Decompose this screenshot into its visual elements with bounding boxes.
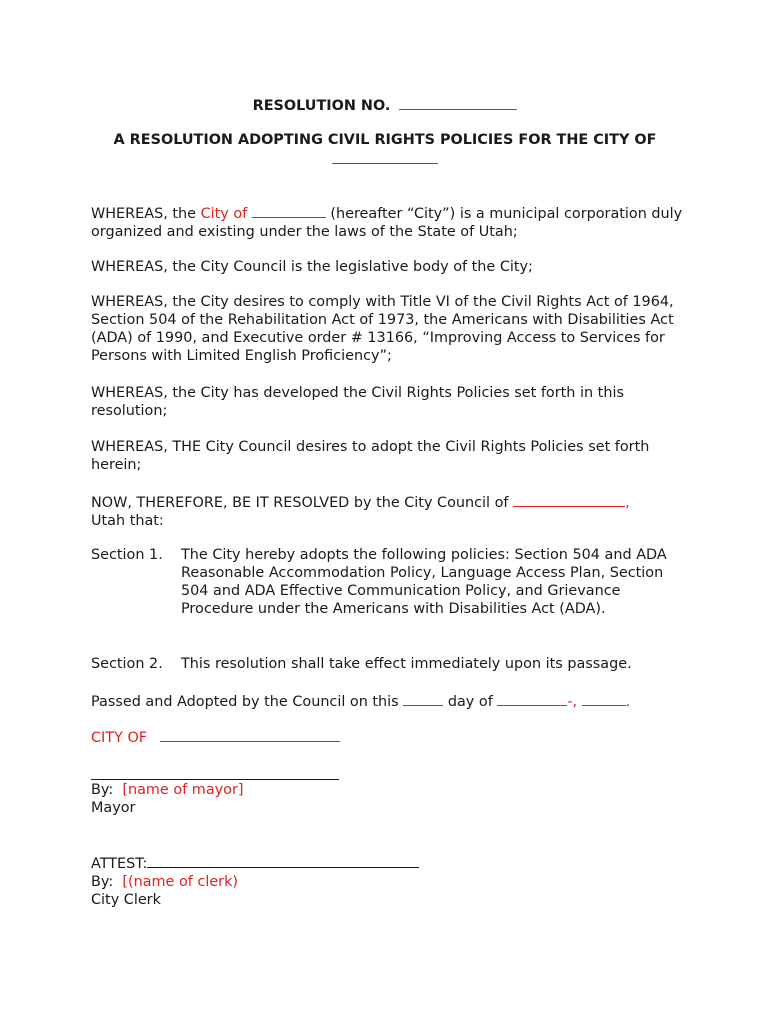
year-blank[interactable] <box>582 691 626 706</box>
city-of-signature <box>91 727 691 747</box>
city-sig-blank[interactable] <box>160 727 340 742</box>
whereas-1: WHEREAS, the City of (hereafter “City”) is a municipal corporation duly organized and existing under the laws of the State of Utah; <box>91 203 691 241</box>
city-name-blank[interactable] <box>252 203 326 218</box>
clerk-title: City Clerk <box>91 892 161 908</box>
day-blank[interactable] <box>403 691 443 706</box>
attest-label: ATTEST: <box>91 856 148 872</box>
resolution-number-label: RESOLUTION NO. <box>252 98 391 114</box>
whereas-3: WHEREAS, the City desires to comply with Title VI of the Civil Rights Act of 1964, Section 504 of the Rehabilitation Act of 1973, the Americans with Disabilities Act (ADA) of 1990, and Executive order # 13166, “Improving Access to Services for Persons with Limited English Proficiency”; <box>91 294 674 364</box>
resolved-clause: NOW, THEREFORE, BE IT RESOLVED by the City Council of , Utah that: <box>91 492 691 530</box>
city-name-blank-heading[interactable] <box>332 149 438 164</box>
month-blank[interactable] <box>497 691 567 706</box>
council-city-blank[interactable] <box>513 492 625 507</box>
resolution-number-blank[interactable] <box>399 95 517 110</box>
resolution-subtitle: A RESOLUTION ADOPTING CIVIL RIGHTS POLICIES FOR THE CITY OF <box>40 131 730 169</box>
mayor-signature-line[interactable] <box>91 779 339 780</box>
whereas-5: WHEREAS, THE City Council desires to adopt the Civil Rights Policies set forth herein; <box>91 439 650 473</box>
city-of-sig-label: CITY OF <box>91 730 148 746</box>
mayor-title: Mayor <box>91 800 136 816</box>
section-2-label: Section 2. <box>91 656 163 672</box>
section-2-text: This resolution shall take effect immediately upon its passage. <box>181 656 632 672</box>
section-1-text: The City hereby adopts the following policies: Section 504 and ADA Reasonable Accommodation Policy, Language Access Plan, Section 504 and ADA Effective Communication Policy, and Grievance Procedure under the Americans with Disabilities Act (ADA). <box>181 547 667 617</box>
whereas-2: WHEREAS, the City Council is the legislative body of the City; <box>91 259 533 275</box>
mayor-block: By: [name of mayor] Mayor <box>91 782 244 816</box>
city-of-label: City of <box>200 206 248 222</box>
mayor-name-placeholder: [name of mayor] <box>122 782 244 798</box>
resolution-title <box>40 95 730 115</box>
attest-signature-line[interactable] <box>147 853 419 868</box>
clerk-name-placeholder: [(name of clerk) <box>122 874 239 890</box>
section-1 <box>91 546 691 618</box>
passed-adopted: Passed and Adopted by the Council on this day of -, . <box>91 691 691 711</box>
attest-block: ATTEST: By: [(name of clerk) City Clerk <box>91 853 691 909</box>
section-1-label: Section 1. <box>91 547 163 563</box>
whereas-4: WHEREAS, the City has developed the Civil Rights Policies set forth in this resolution; <box>91 385 624 419</box>
section-2 <box>91 655 691 673</box>
